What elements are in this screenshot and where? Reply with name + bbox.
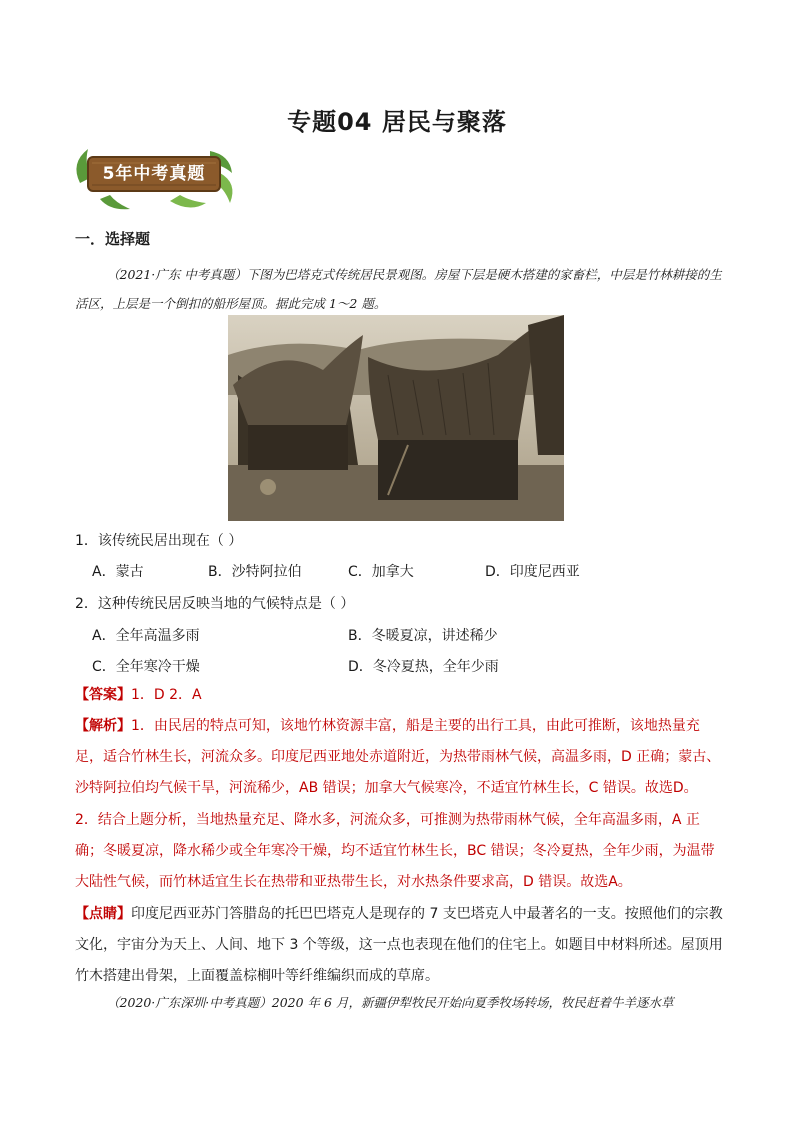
- analysis-part-2: 2．结合上题分析，当地热量充足、降水多，河流众多，可推测为热带雨林气候，全年高温多雨，A 正确；冬暖夏凉，降水稀少或全年寒冷干燥，均不适宜竹林生长，BC 错误；冬冷夏热，全年少雨，为温带大陆性气候，而竹林适宜生长在热带和亚热带生长，对水热条件要求高，D 错误。故选A。: [75, 812, 715, 890]
- question-1-option-c: C．加拿大: [348, 564, 414, 580]
- next-intro-source: （2020·广东深圳·中考真题）: [107, 995, 272, 1010]
- answer-text: 1．D 2．A: [131, 687, 202, 703]
- five-year-exam-badge: [70, 143, 240, 213]
- analysis-tag: 【解析】: [75, 718, 131, 734]
- question-2-option-d: D．冬冷夏热，全年少雨: [348, 659, 499, 675]
- commentary-text: 印度尼西亚苏门答腊岛的托巴巴塔克人是现存的 7 支巴塔克人中最著名的一支。按照他们的宗教文化，宇宙分为天上、人间、地下 3 个等级，这一点也表现在他们的住宅上。如题目中材料所述。屋顶用竹木搭建出骨架，上面覆盖棕榈叶等纤维编织而成的草席。: [75, 906, 723, 984]
- commentary-tag: 【点睛】: [75, 906, 131, 922]
- question-2-option-c: C．全年寒冷干燥: [92, 659, 200, 675]
- page-title: 专题04 居民与聚落: [287, 108, 507, 136]
- next-intro-text: 2020 年 6 月，新疆伊犁牧民开始向夏季牧场转场，牧民赶着牛羊逐水草: [271, 995, 674, 1010]
- question-2-option-a: A．全年高温多雨: [92, 628, 200, 644]
- question-2-option-b: B．冬暖夏凉，讲述稀少: [348, 628, 498, 644]
- question-1-stem: 1．该传统民居出现在（ ）: [75, 533, 243, 549]
- next-intro: [75, 993, 735, 1011]
- commentary: [75, 899, 725, 992]
- intro-passage: [75, 260, 725, 318]
- answer-line: [75, 680, 725, 711]
- intro-source: （2021·广东 中考真题）: [107, 267, 247, 282]
- question-1-option-d: D．印度尼西亚: [485, 564, 580, 580]
- analysis-part-1: [75, 711, 725, 804]
- intro-text: 下图为巴塔克式传统居民景观图。房屋下层是硬木搭建的家畜栏，中层是竹林耕接的生活区，上层是一个倒扣的船形屋顶。据此完成 1～2 题。: [75, 267, 722, 311]
- analysis-text-1: 1．由民居的特点可知，该地竹林资源丰富，船是主要的出行工具，由此可推断，该地热量充足，适合竹林生长，河流众多。印度尼西亚地处赤道附近，为热带雨林气候，高温多雨，D 正确；蒙古、沙特阿拉伯均气候干旱，河流稀少，AB 错误；加拿大气候寒冷，不适宜竹林生长，C 错误。故选D。: [75, 718, 721, 796]
- question-2-stem: 2．这种传统民居反映当地的气候特点是（ ）: [75, 596, 355, 612]
- question-1-option-b: B．沙特阿拉伯: [208, 564, 302, 580]
- question-1-option-a: A．蒙古: [92, 564, 144, 580]
- batak-house-photo: [228, 315, 564, 521]
- badge-label: 5年中考真题: [102, 164, 206, 184]
- section-heading: 一．选择题: [75, 230, 151, 248]
- answer-tag: 【答案】: [75, 687, 131, 703]
